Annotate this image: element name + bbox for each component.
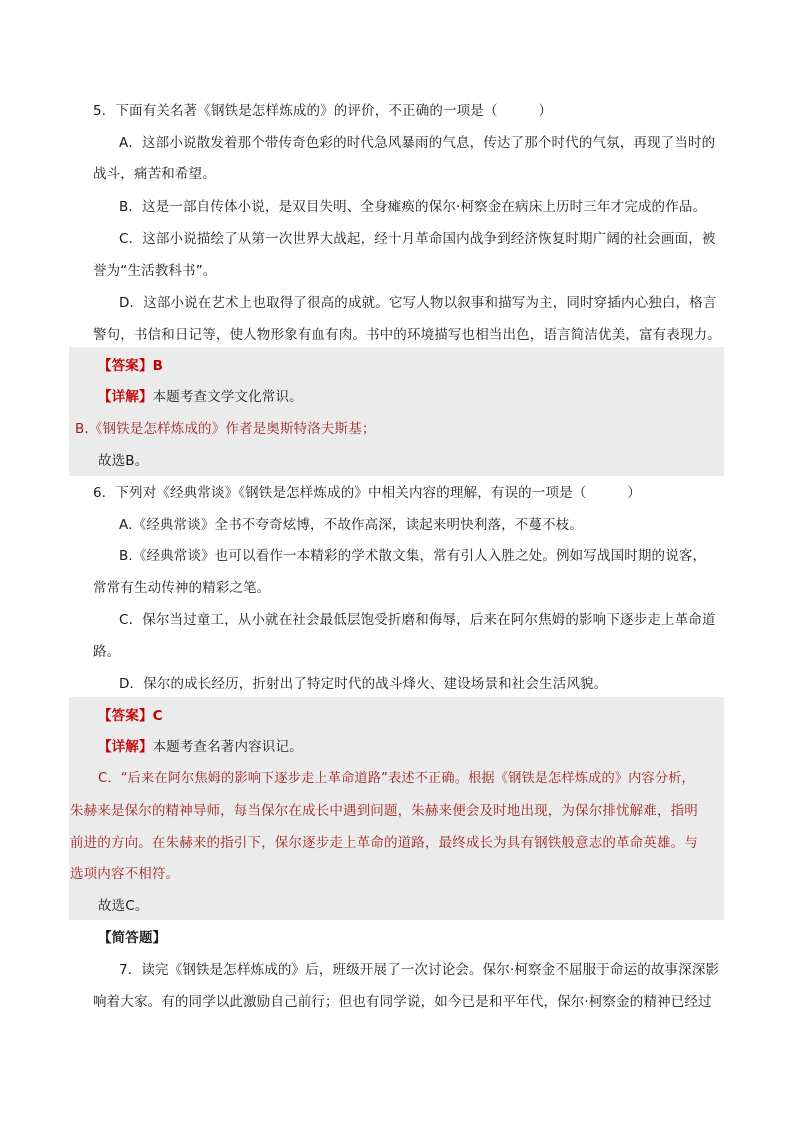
- q6-option-b-cont: 常常有生动传神的精彩之笔。: [93, 580, 271, 596]
- detail-tag: 【详解】: [98, 389, 153, 405]
- q5-option-d-cont: 警句，书信和日记等，使人物形象有血有肉。书中的环境描写也相当出色，语言简洁优美，富有表现力。: [93, 327, 721, 343]
- q5-option-d: D．这部小说在艺术上也取得了很高的成就。它写人物以叙事和描写为主，同时穿插内心独白，格言: [119, 295, 717, 311]
- answer-tag: 【答案】: [98, 358, 153, 374]
- answer-value: B: [152, 358, 164, 374]
- q6-option-c-cont: 路。: [93, 644, 121, 660]
- q7-stem-cont: 响着大家。有的同学以此激励自己前行；但也有同学说，如今已是和平年代，保尔·柯察金的精神已经过: [93, 994, 712, 1010]
- q6-explanation-2: 朱赫来是保尔的精神导师，每当保尔在成长中遇到问题，朱赫来便会及时地出现，为保尔排忧解难，指明: [70, 803, 698, 819]
- q6-stem: 6．下列对《经典常谈》《钢铁是怎样炼成的》中相关内容的理解，有误的一项是（ ）: [93, 485, 641, 501]
- q5-stem: 5．下面有关名著《钢铁是怎样炼成的》的评价，不正确的一项是（ ）: [93, 103, 553, 119]
- q6-answer: [98, 706, 163, 726]
- q5-option-a-cont: 战斗，痛苦和希望。: [93, 166, 216, 182]
- detail-text: 本题考查名著内容识记。: [152, 739, 303, 755]
- q6-explanation-4: 选项内容不相符。: [70, 866, 180, 882]
- q6-option-b: B.《经典常谈》也可以看作一本精彩的学术散文集，常有引人入胜之处。例如写战国时期的说客，: [119, 548, 707, 564]
- q6-option-c: C．保尔当过童工，从小就在社会最低层饱受折磨和侮辱，后来在阿尔焦姆的影响下逐步走上革命道: [119, 612, 716, 628]
- section-title: 【简答题】: [98, 930, 167, 946]
- q5-option-c-cont: 誉为“生活教科书”。: [93, 263, 217, 279]
- q6-explanation-3: 前进的方向。在朱赫来的指引下，保尔逐步走上革命的道路，最终成长为具有钢铁般意志的革命英雄。与: [70, 835, 698, 851]
- q6-explanation-1: C．“后来在阿尔焦姆的影响下逐步走上革命道路”表述不正确。根据《钢铁是怎样炼成的》内容分析，: [98, 771, 695, 786]
- q6-option-d: D．保尔的成长经历，折射出了特定时代的战斗烽火、建设场景和社会生活风貌。: [119, 676, 608, 692]
- q5-detail: [98, 387, 303, 407]
- detail-text: 本题考查文学文化常识。: [152, 389, 303, 405]
- q7-stem: 7．读完《钢铁是怎样炼成的》后，班级开展了一次讨论会。保尔·柯察金不屈服于命运的故事深深影: [119, 962, 720, 978]
- q5-answer: [98, 356, 163, 376]
- answer-tag: 【答案】: [98, 708, 153, 724]
- answer-value: C: [152, 708, 163, 724]
- q5-option-b: B．这是一部自传体小说，是双目失明、全身瘫痪的保尔·柯察金在病床上历时三年才完成的作品。: [119, 199, 707, 215]
- detail-tag: 【详解】: [98, 739, 153, 755]
- q6-option-a: A.《经典常谈》全书不夸奇炫博，不故作高深，读起来明快利落，不蔓不枝。: [119, 517, 584, 533]
- q5-option-a: A．这部小说散发着那个带传奇色彩的时代急风暴雨的气息，传达了那个时代的气氛，再现了当时的: [119, 135, 716, 151]
- q5-conclusion: 故选B。: [98, 453, 149, 469]
- q6-conclusion: 故选C。: [98, 898, 149, 914]
- q6-detail: [98, 737, 303, 757]
- q5-answer-box: [69, 347, 724, 476]
- q5-option-c: C．这部小说描绘了从第一次世界大战起，经十月革命国内战争到经济恢复时期广阔的社会画面，被: [119, 231, 716, 247]
- q5-explanation: B.《钢铁是怎样炼成的》作者是奥斯特洛夫斯基；: [75, 421, 376, 437]
